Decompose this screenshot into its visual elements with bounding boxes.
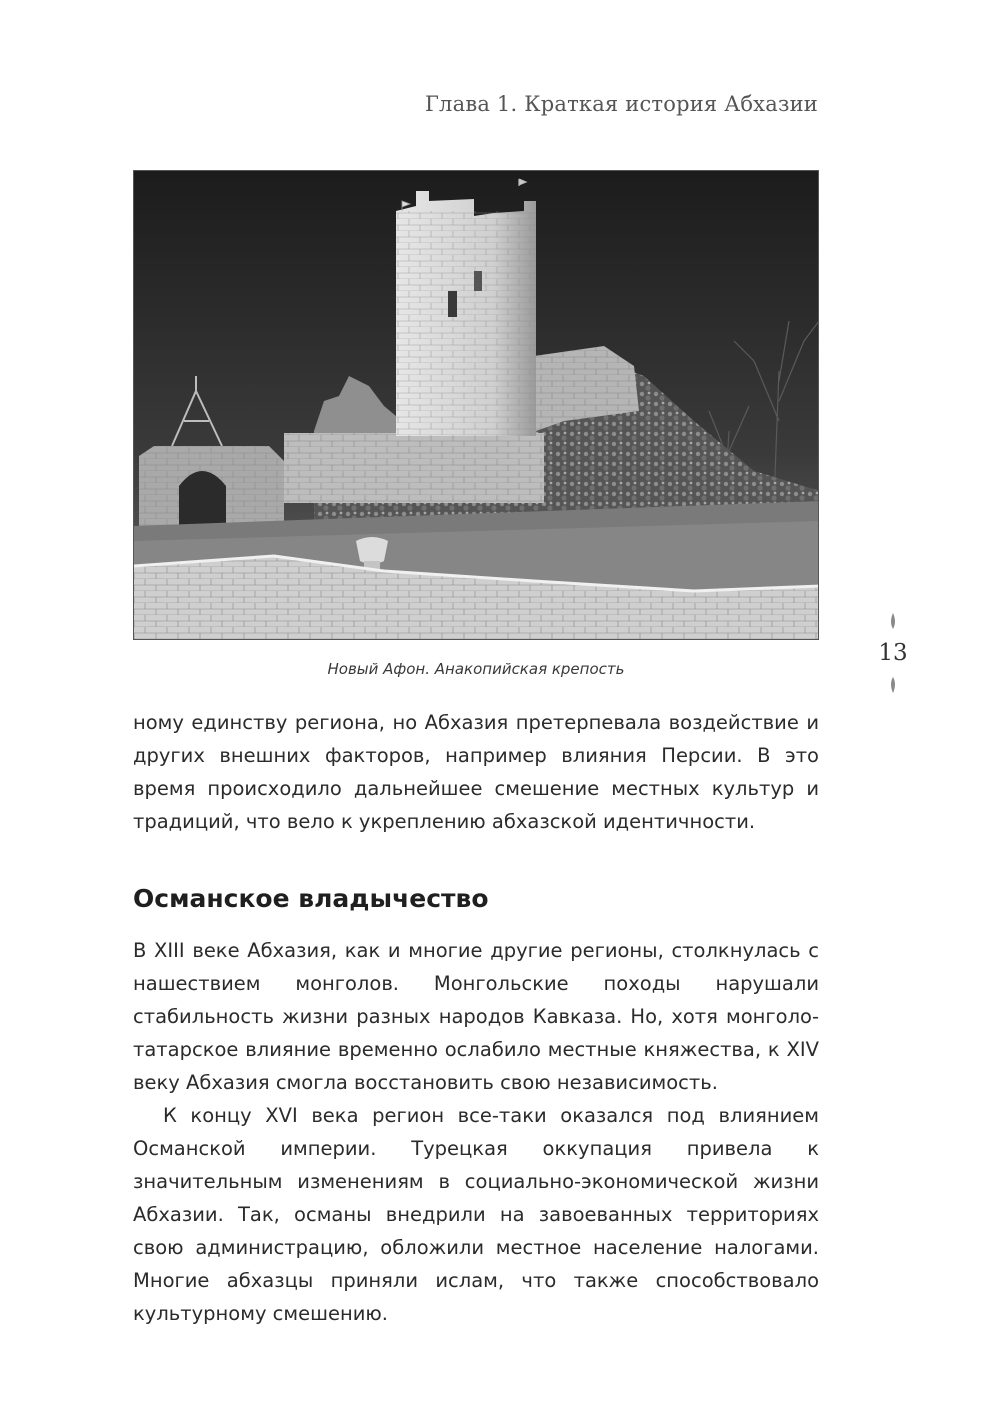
running-header: Глава 1. Краткая история Абхазии	[424, 92, 818, 116]
drop-ornament-top-icon	[888, 612, 898, 630]
photo-caption: Новый Афон. Анакопийская крепость	[327, 660, 625, 678]
body-text-top	[133, 706, 819, 838]
section-body	[133, 934, 819, 1330]
fortress-photo	[133, 170, 819, 640]
section-heading: Османское владычество	[133, 884, 489, 913]
page-number: 13	[878, 640, 908, 666]
drop-ornament-bottom-icon	[888, 676, 898, 694]
folio	[868, 612, 918, 694]
paragraph: В XIII веке Абхазия, как и многие другие регионы, столкнулась с нашествием монголов. Монгольские походы нарушали стабильность жизни разных народов Кавказа. Но, хотя монголо-татарское влияние временно ослабило местные княжества, к XIV веку Абхазия смогла восстановить свою независимость.	[133, 939, 819, 1094]
paragraph: К концу XVI века регион все-таки оказался под влиянием Османской империи. Турецкая оккупация привела к значительным изменениям в социально-экономической жизни Абхазии. Так, османы внедрили на завоеванных территориях свою администрацию, обложили местное население налогами. Многие абхазцы приняли ислам, что также способствовало культурному смешению.	[133, 1104, 819, 1325]
paragraph: ному единству региона, но Абхазия претерпевала воздействие и других внешних факторов, например влияния Персии. В это время происходило дальнейшее смешение местных культур и традиций, что вело к укреплению абхазской идентичности.	[133, 711, 819, 833]
